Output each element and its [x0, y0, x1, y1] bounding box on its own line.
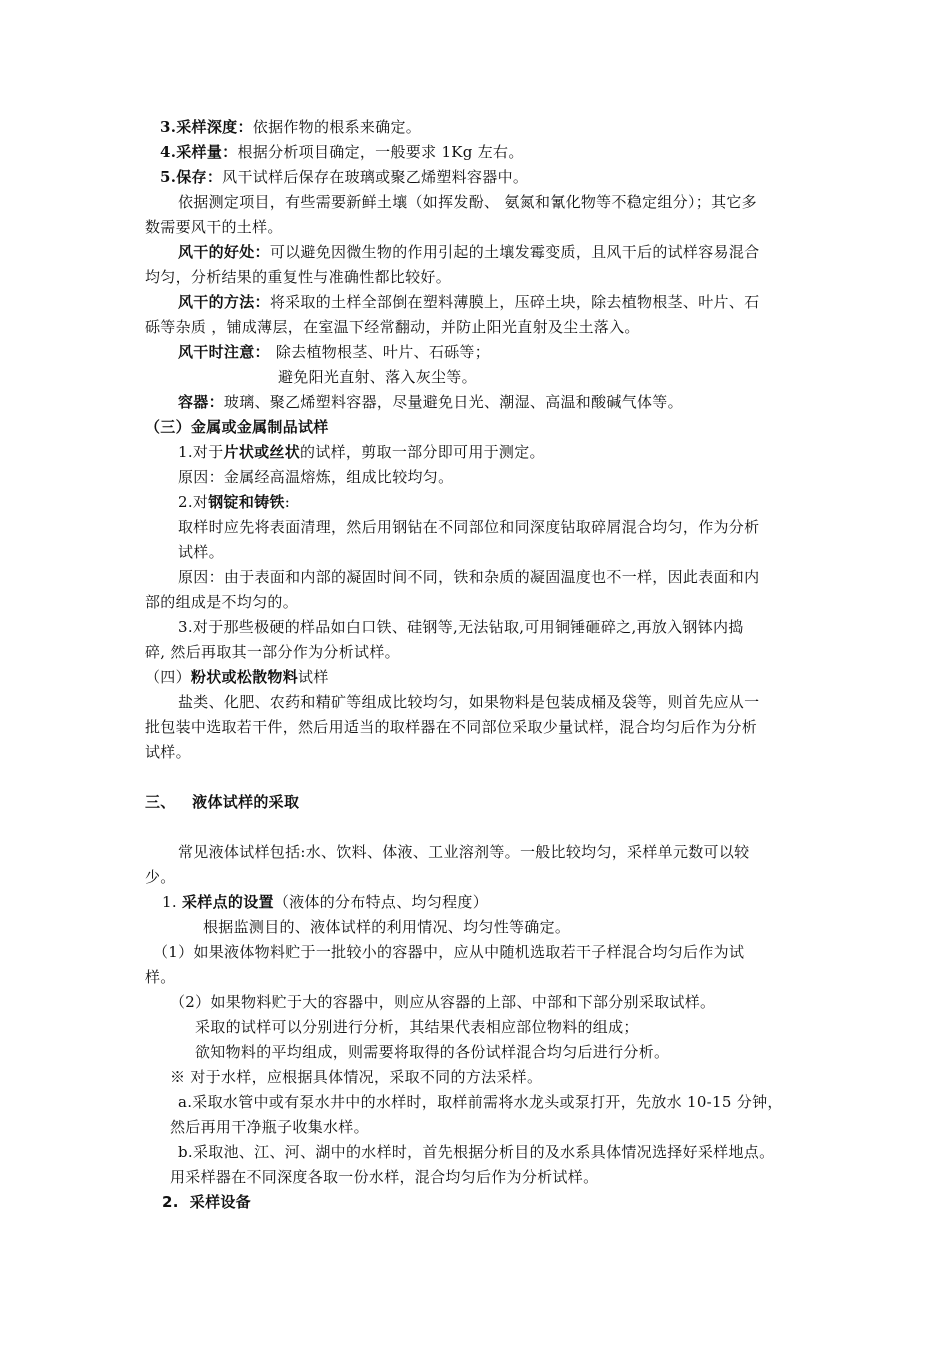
- note-line: 避免阳光直射、落入灰尘等。: [278, 368, 477, 386]
- method-line: 风干的方法：将采取的土样全部倒在塑料薄膜上，压碎土块，除去植物根茎、叶片、石: [178, 293, 760, 311]
- storage-line: 5.保存：风干试样后保存在玻璃或聚乙烯塑料容器中。: [160, 168, 529, 186]
- liquid-intro: 常见液体试样包括:水、饮料、体液、工业溶剂等。一般比较均匀，采样单元数可以较: [178, 843, 750, 861]
- liquid-subsection-2: 2. 采样设备: [162, 1193, 251, 1211]
- liquid-subsection-1-desc: 根据监测目的、液体试样的利用情况、均匀性等确定。: [203, 918, 571, 936]
- water-note: ※ 对于水样，应根据具体情况，采取不同的方法采样。: [170, 1068, 543, 1086]
- metal-item-2-text: 试样。: [178, 543, 224, 561]
- section-heading-metal: （三）金属或金属制品试样: [145, 418, 329, 436]
- storage-paragraph: 数需要风干的土样。: [145, 218, 283, 236]
- powder-paragraph: 批包装中选取若干件，然后用适当的取样器在不同部位采取少量试样，混合均匀后作为分析: [145, 718, 758, 736]
- powder-paragraph: 试样。: [145, 743, 191, 761]
- liquid-case-1: 样。: [145, 968, 176, 986]
- liquid-case-2: （2）如果物料贮于大的容器中，则应从容器的上部、中部和下部分别采取试样。: [170, 993, 716, 1011]
- liquid-case-1: （1）如果液体物料贮于一批较小的容器中，应从中随机选取若干子样混合均匀后作为试: [153, 943, 745, 961]
- amount-line: 4.采样量：根据分析项目确定，一般要求 1Kg 左右。: [160, 143, 524, 161]
- depth-line: 3.采样深度：依据作物的根系来确定。: [160, 118, 422, 136]
- metal-item-2: 2.对钢锭和铸铁:: [178, 493, 291, 511]
- method-line: 砾等杂质 ，铺成薄层，在室温下经常翻动，并防止阳光直射及尘土落入。: [145, 318, 640, 336]
- liquid-case-2-note: 欲知物料的平均组成，则需要将取得的各份试样混合均匀后进行分析。: [195, 1043, 670, 1061]
- container-line: 容器：玻璃、聚乙烯塑料容器，尽量避免日光、潮湿、高温和酸碱气体等。: [178, 393, 683, 411]
- section-heading-powder: （四）粉状或松散物料试样: [145, 668, 329, 686]
- section-heading-liquid: 三、 液体试样的采取: [145, 793, 300, 811]
- metal-item-1-reason: 原因：金属经高温熔炼，组成比较均匀。: [178, 468, 454, 486]
- water-case-a: a.采取水管中或有泵水井中的水样时，取样前需将水龙头或泵打开，先放水 10-15 分钟，: [178, 1093, 783, 1111]
- benefit-line: 均匀，分析结果的重复性与准确性都比较好。: [145, 268, 452, 286]
- water-case-b: b.采取池、江、河、湖中的水样时，首先根据分析目的及水系具体情况选择好采样地点。: [178, 1143, 775, 1161]
- metal-item-3: 3.对于那些极硬的样品如白口铁、硅钢等,无法钻取,可用铜锤砸碎之,再放入钢钵内捣: [178, 618, 744, 636]
- liquid-case-2-note: 采取的试样可以分别进行分析，其结果代表相应部位物料的组成；: [195, 1018, 639, 1036]
- powder-paragraph: 盐类、化肥、农药和精矿等组成比较均匀，如果物料是包装成桶及袋等，则首先应从一: [178, 693, 760, 711]
- note-line: 风干时注意： 除去植物根茎、叶片、石砾等；: [178, 343, 491, 361]
- liquid-subsection-1: 1. 采样点的设置（液体的分布特点、均匀程度）: [162, 893, 489, 911]
- metal-item-2-text: 取样时应先将表面清理，然后用钢钻在不同部位和同深度钻取碎屑混合均匀，作为分析: [178, 518, 760, 536]
- water-case-a: 然后再用干净瓶子收集水样。: [170, 1118, 369, 1136]
- storage-paragraph: 依据测定项目，有些需要新鲜土壤（如挥发酚、 氨氮和氰化物等不稳定组分）；其它多: [178, 193, 757, 211]
- metal-item-3: 碎, 然后再取其一部分作为分析试样。: [145, 643, 400, 661]
- metal-item-2-reason: 原因：由于表面和内部的凝固时间不同，铁和杂质的凝固温度也不一样，因此表面和内: [178, 568, 760, 586]
- metal-item-2-reason: 部的组成是不均匀的。: [145, 593, 299, 611]
- benefit-line: 风干的好处：可以避免因微生物的作用引起的土壤发霉变质，且风干后的试样容易混合: [178, 243, 760, 261]
- water-case-b: 用采样器在不同深度各取一份水样，混合均匀后作为分析试样。: [170, 1168, 599, 1186]
- liquid-intro: 少。: [145, 868, 176, 886]
- metal-item-1: 1.对于片状或丝状的试样，剪取一部分即可用于测定。: [178, 443, 545, 461]
